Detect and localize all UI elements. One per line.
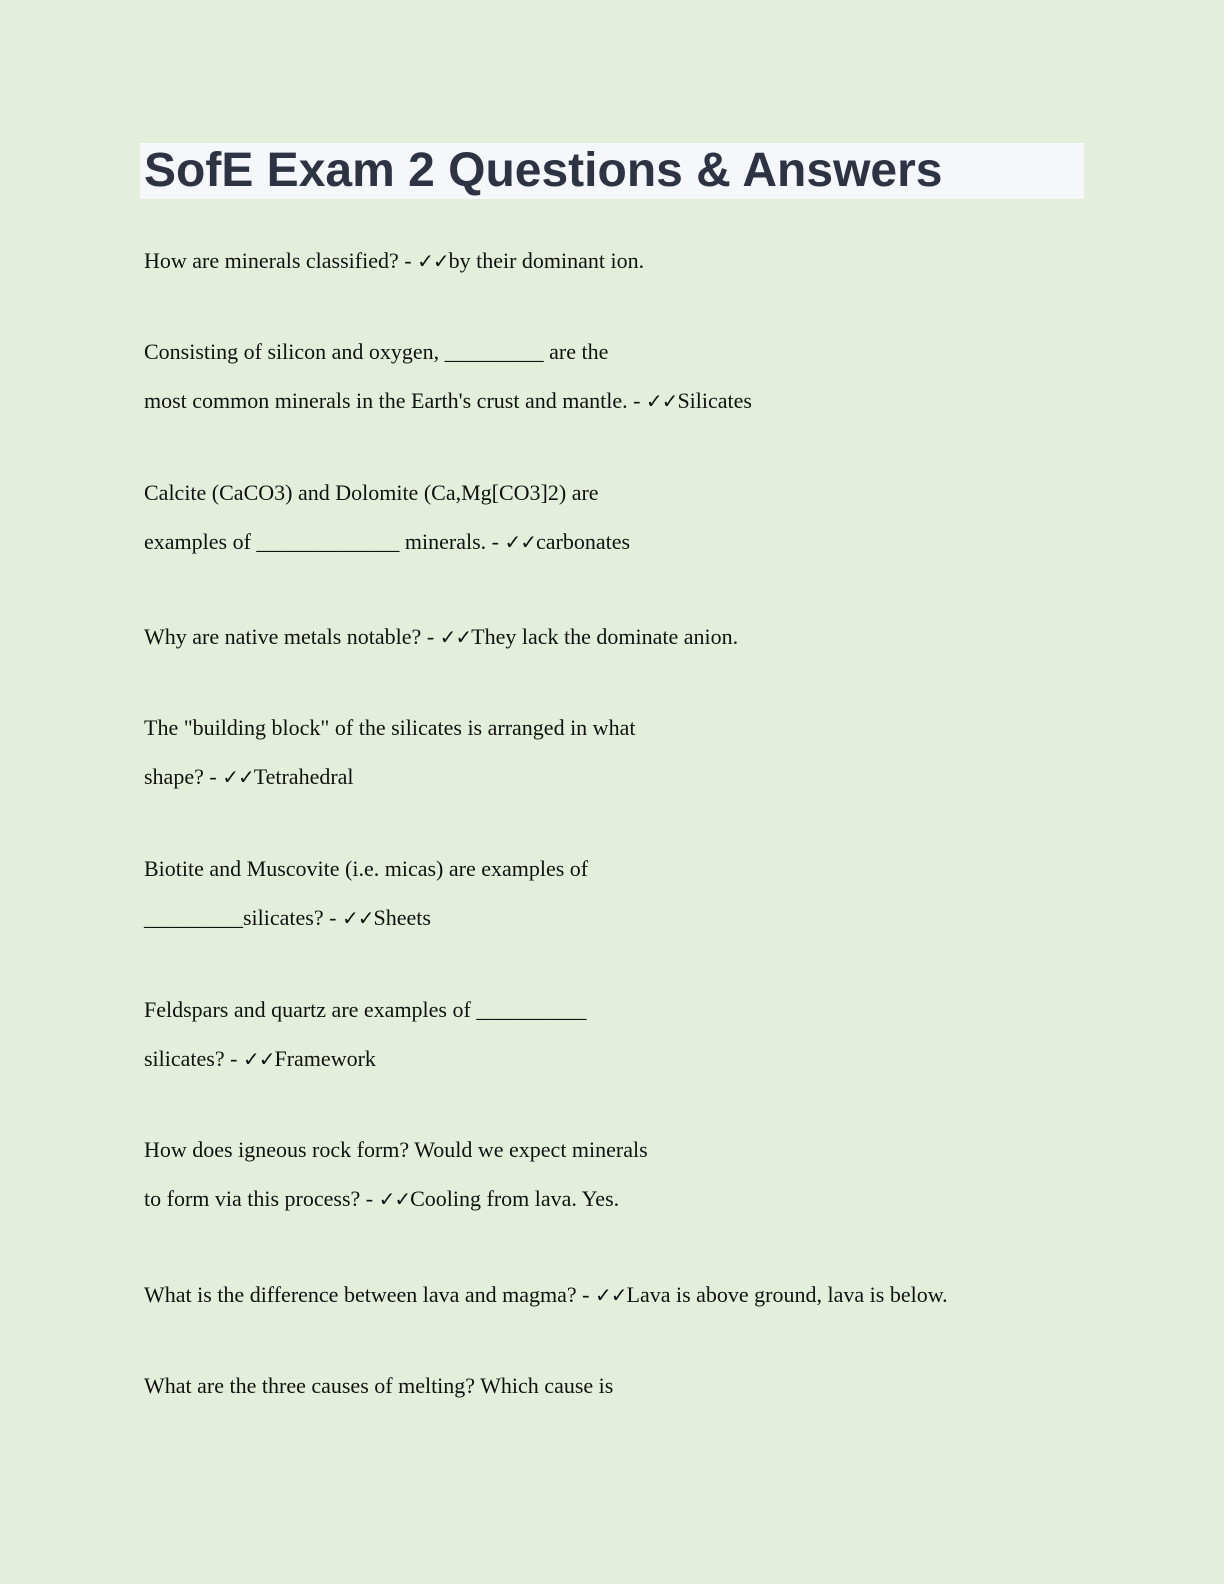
question-text: How are minerals classified? - <box>144 248 418 273</box>
qa-item-3 <box>144 468 630 566</box>
qa-item-8 <box>144 1125 648 1223</box>
answer-text: by their dominant ion. <box>448 248 645 273</box>
answer-text: Lava is above ground, lava is below. <box>626 1282 948 1307</box>
answer-text: Sheets <box>373 905 431 930</box>
qa-item-4 <box>144 612 738 661</box>
double-check-icon: ✓✓ <box>222 765 254 789</box>
qa-item-2 <box>144 327 752 425</box>
question-line <box>144 376 752 425</box>
qa-item-10 <box>144 1361 613 1410</box>
answer-text: Framework <box>274 1046 376 1071</box>
question-line <box>144 1034 586 1083</box>
double-check-icon: ✓✓ <box>595 1283 627 1307</box>
double-check-icon: ✓✓ <box>242 1047 275 1071</box>
question-text: examples of _____________ minerals. - <box>144 529 505 554</box>
question-line: Biotite and Muscovite (i.e. micas) are examples of <box>144 856 589 881</box>
page-title: SofE Exam 2 Questions & Answers <box>144 144 943 197</box>
double-check-icon: ✓✓ <box>341 906 374 930</box>
answer-text: Cooling from lava. Yes. <box>410 1186 620 1211</box>
answer-text: They lack the dominate anion. <box>471 624 739 649</box>
question-line <box>144 1174 648 1223</box>
qa-item-1 <box>144 236 644 285</box>
question-text: to form via this process? - <box>144 1186 379 1211</box>
question-line <box>144 893 588 942</box>
question-line <box>144 612 738 661</box>
answer-text: Tetrahedral <box>253 764 354 789</box>
question-text: shape? - <box>144 764 223 789</box>
question-line: Calcite (CaCO3) and Dolomite (Ca,Mg[CO3]2) are <box>144 480 599 505</box>
question-text: most common minerals in the Earth's crust and mantle. - <box>144 388 646 413</box>
question-text: _________silicates? - <box>144 905 342 930</box>
question-line <box>144 1270 948 1319</box>
double-check-icon: ✓✓ <box>645 389 678 413</box>
question-line <box>144 517 630 566</box>
qa-item-9 <box>144 1270 948 1319</box>
question-line: How does igneous rock form? Would we expect minerals <box>144 1137 648 1162</box>
double-check-icon: ✓✓ <box>378 1187 411 1211</box>
double-check-icon: ✓✓ <box>417 249 449 273</box>
double-check-icon: ✓✓ <box>504 530 537 554</box>
answer-text: Silicates <box>677 388 752 413</box>
qa-item-6 <box>144 844 588 942</box>
question-line: The "building block" of the silicates is arranged in what <box>144 715 636 740</box>
title-banner <box>140 143 1084 199</box>
question-line <box>144 752 635 801</box>
question-line: What are the three causes of melting? Which cause is <box>144 1373 614 1398</box>
question-text: What is the difference between lava and magma? - <box>144 1282 595 1307</box>
question-line: Feldspars and quartz are examples of __________ <box>144 997 587 1022</box>
question-line: Consisting of silicon and oxygen, _________ are the <box>144 339 609 364</box>
question-line <box>144 236 644 285</box>
qa-item-7 <box>144 985 586 1083</box>
answer-text: carbonates <box>536 529 631 554</box>
qa-item-5 <box>144 703 635 801</box>
double-check-icon: ✓✓ <box>439 625 472 649</box>
question-text: silicates? - <box>144 1046 243 1071</box>
question-text: Why are native metals notable? - <box>144 624 440 649</box>
